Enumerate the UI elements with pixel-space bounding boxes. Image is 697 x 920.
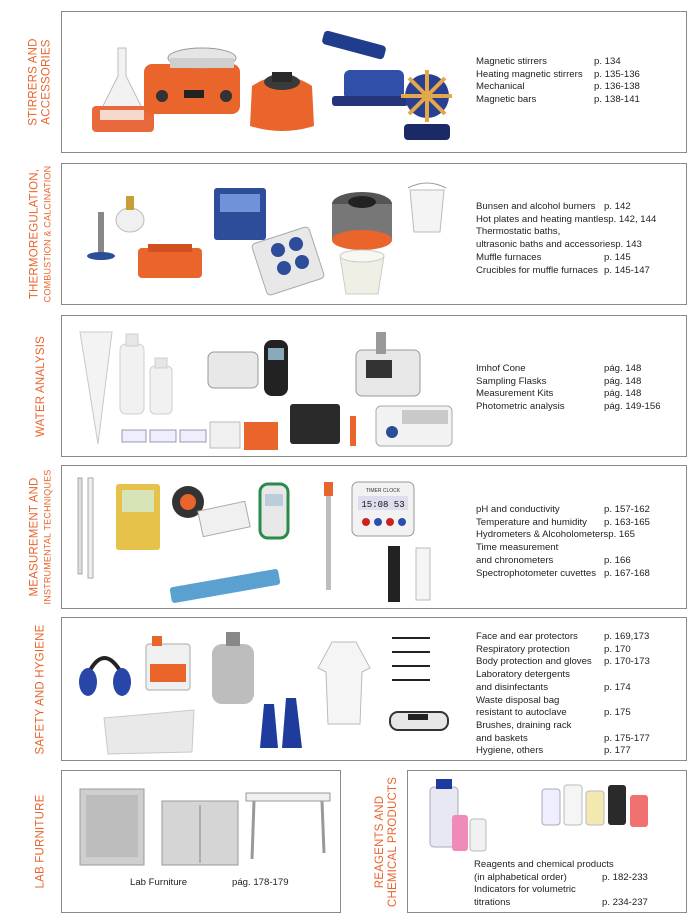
title-line-2: ACCESSORIES	[41, 39, 54, 125]
list-item	[474, 897, 680, 910]
title-line-1: STIRRERS AND	[28, 38, 41, 126]
list-item	[474, 884, 680, 897]
list-item	[476, 56, 672, 69]
item-page	[614, 859, 680, 872]
item-name: (in alphabetical order)	[474, 871, 567, 883]
section-stirrers	[28, 11, 687, 153]
item-page	[602, 884, 680, 897]
list-item	[476, 555, 682, 568]
item-page: pág. 178-179	[232, 877, 289, 888]
pocket-tester-image	[169, 569, 280, 604]
list-item	[476, 707, 682, 720]
lab-table-image	[246, 793, 330, 859]
photometer-image	[208, 340, 288, 396]
list-item	[476, 644, 682, 657]
item-name: pH and conductivity	[476, 504, 560, 515]
section-reagents	[374, 770, 687, 913]
electrode-image	[324, 482, 333, 590]
item-page: p. 145-147	[604, 264, 650, 276]
list-item	[476, 695, 682, 708]
item-page: pág. 148	[604, 388, 642, 400]
lab-coat-image	[318, 642, 370, 724]
list-item	[476, 94, 672, 107]
item-name: Hydrometers & Alcoholometers	[476, 529, 609, 541]
item-name: Magnetic stirrers	[476, 56, 547, 67]
section-safety	[34, 617, 687, 761]
list-item	[476, 265, 682, 278]
list-item	[476, 376, 682, 389]
item-name: Muffle furnaces	[476, 251, 542, 263]
product-images	[76, 326, 456, 452]
double-cabinet-image	[162, 801, 238, 865]
list-item	[476, 69, 672, 82]
heating-stirrer-image	[144, 48, 240, 114]
list-item	[476, 529, 682, 542]
item-name: and baskets	[476, 732, 528, 744]
item-page: p. 165	[608, 529, 635, 541]
item-name: Photometric analysis	[476, 401, 565, 413]
vortex-mixer-image	[250, 72, 314, 131]
item-page	[604, 542, 682, 555]
section-measurement	[28, 465, 687, 609]
product-images	[74, 783, 336, 871]
section-thermoregulation	[28, 163, 687, 305]
waste-bag-image	[104, 710, 194, 754]
list-item	[476, 201, 682, 214]
item-name: Sampling Flasks	[476, 375, 547, 387]
list-item	[476, 733, 682, 746]
item-list	[476, 201, 682, 277]
item-page: p. 136-138	[594, 81, 640, 93]
item-name: Time measurement	[476, 542, 559, 554]
item-name: and chronometers	[476, 554, 554, 566]
item-page: p. 134	[594, 56, 621, 67]
item-name: Thermostatic baths,	[476, 226, 561, 238]
title-line-2: INSTRUMENTAL TECHNIQUES	[42, 469, 53, 605]
list-item	[476, 214, 682, 227]
item-list	[474, 859, 680, 910]
item-list	[476, 504, 682, 580]
title-line-1: MEASUREMENT AND	[28, 477, 41, 597]
item-page	[604, 669, 682, 682]
list-item	[476, 401, 682, 414]
item-name: Imhof Cone	[476, 363, 526, 374]
list-item	[474, 859, 680, 872]
alcohol-burner-image	[116, 196, 144, 232]
list-item	[476, 252, 682, 265]
item-page: p. 177	[604, 745, 631, 757]
brushes-image	[392, 638, 430, 680]
item-name: Respiratory protection	[476, 643, 570, 655]
list-item	[476, 81, 672, 94]
safety-goggles-image	[390, 712, 448, 730]
sampling-flasks-image	[120, 334, 172, 414]
list-item	[474, 872, 680, 885]
cuvettes-image	[388, 546, 430, 602]
item-name: Body protection and gloves	[476, 656, 592, 668]
section-title	[21, 316, 61, 456]
item-name: Magnetic bars	[476, 94, 537, 106]
hydrometer-image	[78, 478, 93, 578]
section-title	[367, 771, 407, 912]
section-lab-furniture	[34, 770, 341, 913]
list-item	[476, 745, 682, 758]
item-page: p. 138-141	[594, 94, 640, 106]
item-page: pág. 148	[604, 363, 642, 374]
list-item	[476, 720, 682, 733]
item-name: Reagents and chemical products	[474, 859, 614, 870]
reagent-bottles-group-image	[542, 785, 648, 827]
item-page: p. 143	[615, 239, 642, 251]
timer-digits: 15:08 53	[361, 500, 405, 510]
item-name: Hygiene, others	[476, 745, 544, 757]
item-name: Hot plates and heating mantles	[476, 213, 609, 225]
item-page: p. 142, 144	[608, 213, 657, 225]
item-name: Spectrophotometer cuvettes	[476, 567, 596, 579]
item-page: p. 166	[604, 554, 631, 566]
item-name: Heating magnetic stirrers	[476, 68, 583, 80]
rotator-image	[321, 30, 408, 106]
timer-clock-image	[352, 482, 414, 536]
item-page: p. 182-233	[602, 871, 648, 883]
title-line-1: SAFETY AND HYGIENE	[34, 624, 47, 754]
thermo-hygrometer-image	[116, 484, 160, 550]
item-page: p. 142	[604, 201, 631, 212]
list-item	[476, 239, 682, 252]
item-page: p. 174	[604, 681, 631, 693]
section-title	[21, 164, 61, 304]
product-images	[82, 26, 452, 146]
item-list	[476, 363, 682, 414]
photometric-instrument-image	[356, 332, 420, 396]
list-item	[476, 631, 682, 644]
hot-plate-image	[138, 244, 202, 278]
item-page: p. 157-162	[604, 504, 650, 515]
list-item	[476, 568, 682, 581]
item-page	[604, 695, 682, 708]
muffle-furnace-image	[332, 192, 392, 250]
item-page: p. 170-173	[604, 656, 650, 668]
list-item	[476, 504, 682, 517]
item-name: Face and ear protectors	[476, 631, 578, 642]
section-title	[21, 466, 61, 608]
item-page: p. 175-177	[604, 732, 650, 744]
item-name: Temperature and humidity	[476, 516, 587, 528]
wheel-rotator-image	[401, 70, 452, 140]
title-line-1: THERMOREGULATION,	[28, 168, 40, 300]
test-strips-image	[122, 430, 206, 442]
crucible-image	[340, 250, 384, 294]
item-name: Bunsen and alcohol burners	[476, 201, 596, 212]
item-page: pág. 149-156	[604, 401, 661, 413]
disinfectant-bottle-image	[212, 632, 254, 704]
reagent-bottles-pink-image	[452, 815, 486, 851]
item-name: Waste disposal bag	[476, 694, 560, 706]
title-line-1: WATER ANALYSIS	[34, 335, 47, 437]
item-page: p. 167-168	[604, 567, 650, 579]
item-page: p. 163-165	[604, 516, 650, 528]
item-page: p. 175	[604, 707, 631, 719]
item-name: ultrasonic baths and accessories	[476, 239, 616, 251]
section-water-analysis	[34, 315, 687, 457]
item-page: p. 169,173	[604, 631, 650, 642]
imhof-cone-image	[80, 332, 112, 444]
item-page	[604, 720, 682, 733]
gloves-image	[260, 698, 302, 748]
product-images	[74, 628, 454, 758]
ultrasonic-bath-image	[214, 188, 266, 240]
title-line-1: REAGENTS AND	[374, 795, 386, 888]
cabinet-image	[80, 789, 144, 865]
item-page: pág. 148	[604, 375, 642, 387]
list-item	[476, 542, 682, 555]
list-item	[130, 877, 310, 890]
list-item	[476, 669, 682, 682]
product-images	[82, 174, 452, 299]
detergent-can-image	[146, 636, 190, 690]
item-name: Mechanical	[476, 81, 525, 93]
item-page	[604, 226, 682, 239]
item-page: p. 135-136	[594, 68, 640, 80]
item-list	[476, 56, 672, 107]
item-name: Laboratory detergents	[476, 669, 570, 681]
section-title	[21, 771, 61, 912]
item-name: Measurement Kits	[476, 388, 554, 400]
item-page: p. 170	[604, 643, 631, 655]
product-images	[70, 474, 456, 606]
list-item	[476, 226, 682, 239]
measurement-kits-image	[210, 404, 356, 450]
item-name: Lab Furniture	[130, 877, 188, 888]
item-page: p. 234-237	[602, 897, 648, 909]
list-item	[476, 388, 682, 401]
item-name: Brushes, draining rack	[476, 719, 572, 731]
title-line-2: CHEMICAL PRODUCTS	[387, 776, 399, 907]
ear-protectors-image	[79, 658, 131, 696]
item-list	[476, 631, 682, 758]
item-name: titrations	[474, 897, 511, 909]
paper-ph-image	[172, 486, 250, 537]
item-name: and disinfectants	[476, 681, 548, 693]
timer-label: TIMER CLOCK	[365, 488, 401, 494]
list-item	[476, 517, 682, 530]
list-item	[476, 656, 682, 669]
product-images	[418, 775, 680, 857]
section-title	[21, 618, 61, 760]
thermoreactor-image	[376, 406, 452, 446]
list-item	[476, 363, 682, 376]
item-name: Indicators for volumetric	[474, 884, 576, 896]
title-line-2: COMBUSTION & CALCINATION	[42, 165, 52, 303]
title-line-1: LAB FURNITURE	[34, 794, 47, 889]
item-name: Crucibles for muffle furnaces	[476, 264, 598, 276]
section-title	[21, 12, 61, 152]
item-name: resistant to autoclave	[476, 707, 567, 719]
bunsen-burner-image	[87, 212, 115, 260]
glass-beaker-image	[408, 183, 446, 232]
item-page: p. 145	[604, 251, 631, 263]
item-list	[130, 877, 310, 890]
list-item	[476, 682, 682, 695]
ph-meter-image	[260, 484, 288, 538]
